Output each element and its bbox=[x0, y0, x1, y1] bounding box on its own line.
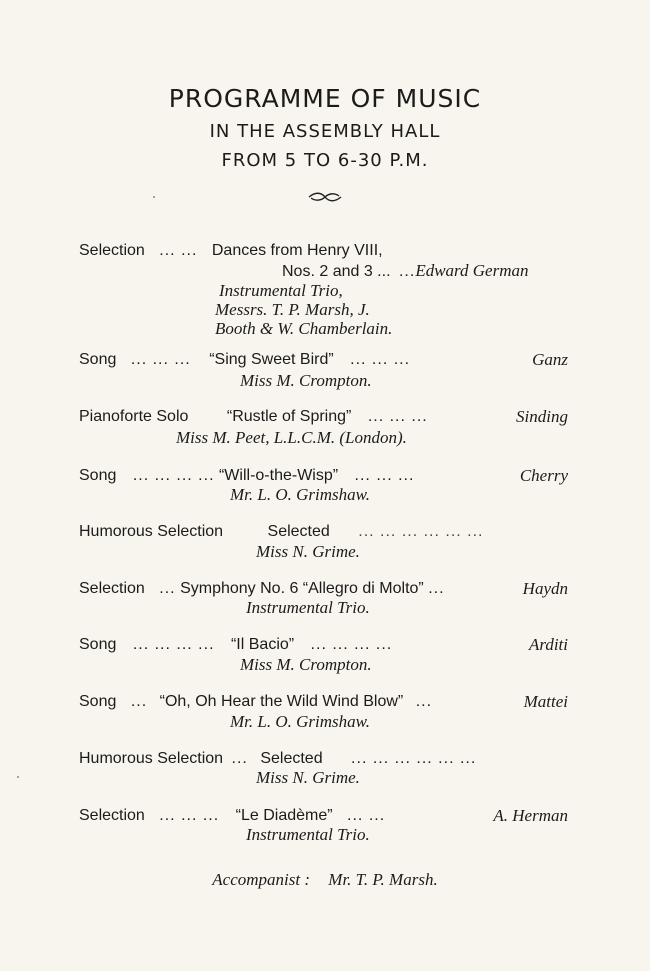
piece-title: “Sing Sweet Bird” bbox=[209, 351, 334, 368]
piece-title: Selected bbox=[260, 750, 323, 767]
item-kind: Song bbox=[79, 636, 117, 653]
programme-item-7 bbox=[79, 635, 392, 655]
leader-dots: ... ... bbox=[347, 807, 386, 824]
leader-dots: ... bbox=[428, 580, 445, 597]
item-kind: Song bbox=[79, 467, 117, 484]
leader-dots: ... ... ... ... bbox=[132, 636, 215, 653]
composer: A. Herman bbox=[493, 806, 568, 825]
piece-title: “Le Diadème” bbox=[235, 807, 333, 824]
composer: Cherry bbox=[519, 466, 568, 485]
item-kind: Pianoforte Solo bbox=[79, 408, 189, 425]
item-kind: Humorous Selection bbox=[79, 523, 224, 540]
leader-dots: ... bbox=[130, 693, 148, 710]
composer: Ganz bbox=[532, 350, 568, 369]
composer: Mattei bbox=[523, 692, 568, 711]
leader-dots: ... ... ... bbox=[130, 351, 191, 368]
leader-dots: ... ... ... bbox=[354, 467, 415, 484]
piece-title-cont: Nos. 2 and 3 ... bbox=[282, 263, 391, 280]
programme-item-4 bbox=[79, 466, 414, 486]
performer-line: Miss M. Crompton. bbox=[240, 655, 372, 674]
item-kind: Selection bbox=[79, 242, 145, 259]
performer-line: Miss N. Grime. bbox=[256, 542, 360, 561]
leader-dots: ... bbox=[415, 693, 433, 710]
leader-dots: ... ... ... bbox=[367, 408, 428, 425]
performer-line: Instrumental Trio. bbox=[246, 825, 370, 844]
performer-line: Messrs. T. P. Marsh, J. bbox=[215, 300, 370, 319]
leader-dots: ... ... ... ... bbox=[132, 467, 215, 484]
leader-dots: ... bbox=[159, 580, 176, 597]
programme-item-9 bbox=[79, 749, 476, 769]
item-kind: Selection bbox=[79, 807, 145, 824]
leader-dots: ... bbox=[231, 750, 248, 767]
performer-line: Instrumental Trio, bbox=[219, 281, 343, 300]
programme-item-6 bbox=[79, 579, 445, 599]
performer-line: Instrumental Trio. bbox=[246, 598, 370, 617]
performer-line: Miss N. Grime. bbox=[256, 768, 360, 787]
programme-item-2 bbox=[79, 350, 410, 370]
ornament-flourish-icon bbox=[307, 191, 343, 203]
performer-line: Mr. L. O. Grimshaw. bbox=[230, 485, 370, 504]
item-kind: Selection bbox=[79, 580, 145, 597]
performer-line: Miss M. Crompton. bbox=[240, 371, 372, 390]
programme-item-8 bbox=[79, 692, 432, 712]
accompanist-label: Accompanist : bbox=[212, 870, 311, 889]
programme-title: PROGRAMME OF MUSIC bbox=[168, 84, 482, 113]
piece-title-continued bbox=[282, 261, 529, 282]
composer: Edward German bbox=[415, 261, 529, 280]
time-line: FROM 5 TO 6-30 P.M. bbox=[221, 150, 429, 171]
performer-line: Booth & W. Chamberlain. bbox=[215, 319, 393, 338]
performer-line: Mr. L. O. Grimshaw. bbox=[230, 712, 370, 731]
paper-speck bbox=[153, 196, 155, 198]
leader-dots: ... ... ... bbox=[159, 807, 220, 824]
piece-title: Selected bbox=[267, 523, 330, 540]
programme-item-5 bbox=[79, 522, 484, 542]
piece-title: “Will-o-the-Wisp” bbox=[218, 467, 339, 484]
leader-dots: ... ... ... bbox=[350, 351, 411, 368]
programme-item-1 bbox=[79, 241, 383, 261]
composer: Haydn bbox=[522, 579, 568, 598]
leader-dots: ... ... ... ... ... ... bbox=[358, 523, 484, 540]
composer: Sinding bbox=[516, 407, 568, 426]
accompanist-name: Mr. T. P. Marsh. bbox=[328, 870, 438, 889]
leader-dots: ... bbox=[398, 263, 416, 280]
accompanist-line bbox=[0, 870, 650, 890]
programme-item-10 bbox=[79, 806, 385, 826]
leader-dots: ... ... bbox=[159, 242, 198, 259]
item-kind: Song bbox=[79, 693, 117, 710]
piece-title: “Il Bacio” bbox=[230, 636, 295, 653]
item-kind: Humorous Selection bbox=[79, 750, 224, 767]
item-kind: Song bbox=[79, 351, 117, 368]
programme-item-3 bbox=[79, 407, 428, 427]
composer: Arditi bbox=[528, 635, 568, 654]
piece-title: Symphony No. 6 “Allegro di Molto” bbox=[180, 580, 424, 597]
venue-line: IN THE ASSEMBLY HALL bbox=[209, 121, 441, 142]
piece-title: “Oh, Oh Hear the Wild Wind Blow” bbox=[159, 693, 404, 710]
leader-dots: ... ... ... ... bbox=[310, 636, 393, 653]
piece-title: “Rustle of Spring” bbox=[226, 408, 352, 425]
piece-title: Dances from Henry VIII, bbox=[211, 242, 383, 259]
paper-speck bbox=[17, 776, 19, 778]
leader-dots: ... ... ... ... ... ... bbox=[351, 750, 477, 767]
performer-line: Miss M. Peet, L.L.C.M. (London). bbox=[176, 428, 407, 447]
